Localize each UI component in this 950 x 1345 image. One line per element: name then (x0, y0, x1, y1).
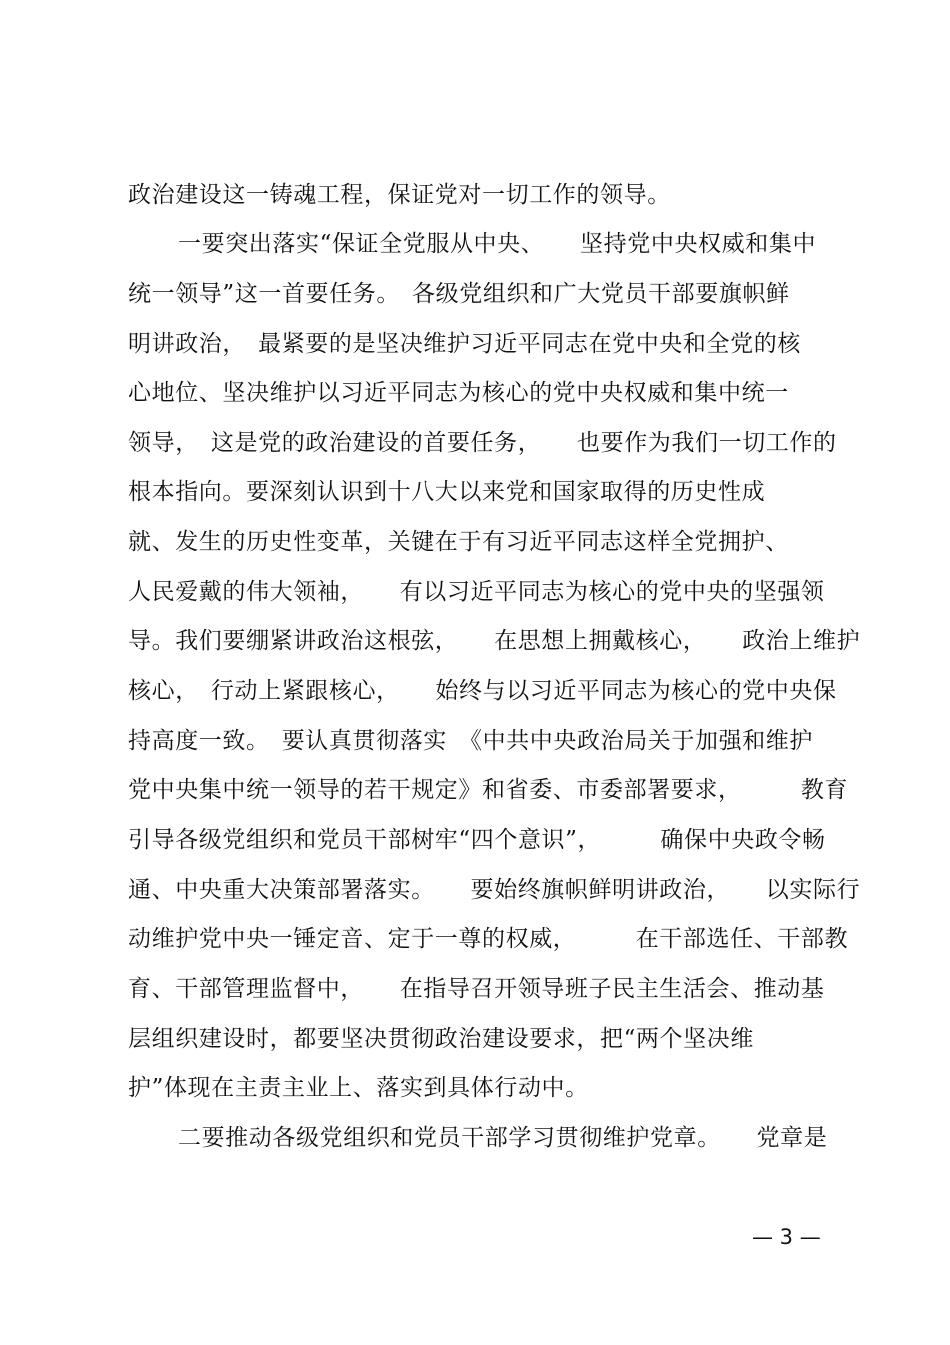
text-line: 持高度一致。 要认真贯彻落实 《中共中央政治局关于加强和维护 (128, 728, 813, 754)
text-line: 人民爱戴的伟大领袖， 有以习近平同志为核心的党中央的坚强领 (128, 579, 825, 605)
text-line: 心地位、坚决维护以习近平同志为核心的党中央权威和集中统一 (128, 380, 789, 406)
text-line: 通、中央重大决策部署落实。 要始终旗帜鲜明讲政治， 以实际行 (128, 877, 861, 903)
text-line: 动维护党中央一锤定音、定于一尊的权威， 在干部选任、干部教 (128, 926, 849, 952)
text-line: 明讲政治， 最紧要的是坚决维护习近平同志在党中央和全党的核 (128, 331, 801, 357)
page-number: — 3 — (752, 1225, 821, 1249)
text-line: 导。我们要绷紧讲政治这根弦， 在思想上拥戴核心， 政治上维护 (128, 628, 861, 654)
text-line: 育、干部管理监督中， 在指导召开领导班子民主生活会、推动基 (128, 976, 825, 1002)
text-line: 核心， 行动上紧跟核心， 始终与以习近平同志为核心的党中央保 (128, 678, 837, 704)
text-line: 层组织建设时，都要坚决贯彻政治建设要求，把“两个坚决维 (128, 1026, 754, 1052)
text-line: 一要突出落实“保证全党服从中央、 坚持党中央权威和集中 (178, 231, 817, 257)
text-line: 引导各级党组织和党员干部树牢“四个意识”， 确保中央政令畅 (128, 827, 826, 853)
text-line: 领导， 这是党的政治建设的首要任务， 也要作为我们一切工作的 (128, 430, 837, 456)
text-line: 根本指向。要深刻认识到十八大以来党和国家取得的历史性成 (128, 479, 766, 505)
text-line: 护”体现在主责主业上、落实到具体行动中。 (128, 1075, 589, 1101)
text-line: 二要推动各级党组织和党员干部学习贯彻维护党章。 党章是 (178, 1125, 828, 1151)
text-line: 政治建设这一铸魂工程，保证党对一切工作的领导。 (128, 182, 671, 208)
text-line: 统一领导”这一首要任务。 各级党组织和广大党员干部要旗帜鲜 (128, 281, 790, 307)
text-line: 就、发生的历史性变革，关键在于有习近平同志这样全党拥护、 (128, 529, 789, 555)
text-line: 党中央集中统一领导的若干规定》和省委、市委部署要求， 教育 (128, 777, 849, 803)
